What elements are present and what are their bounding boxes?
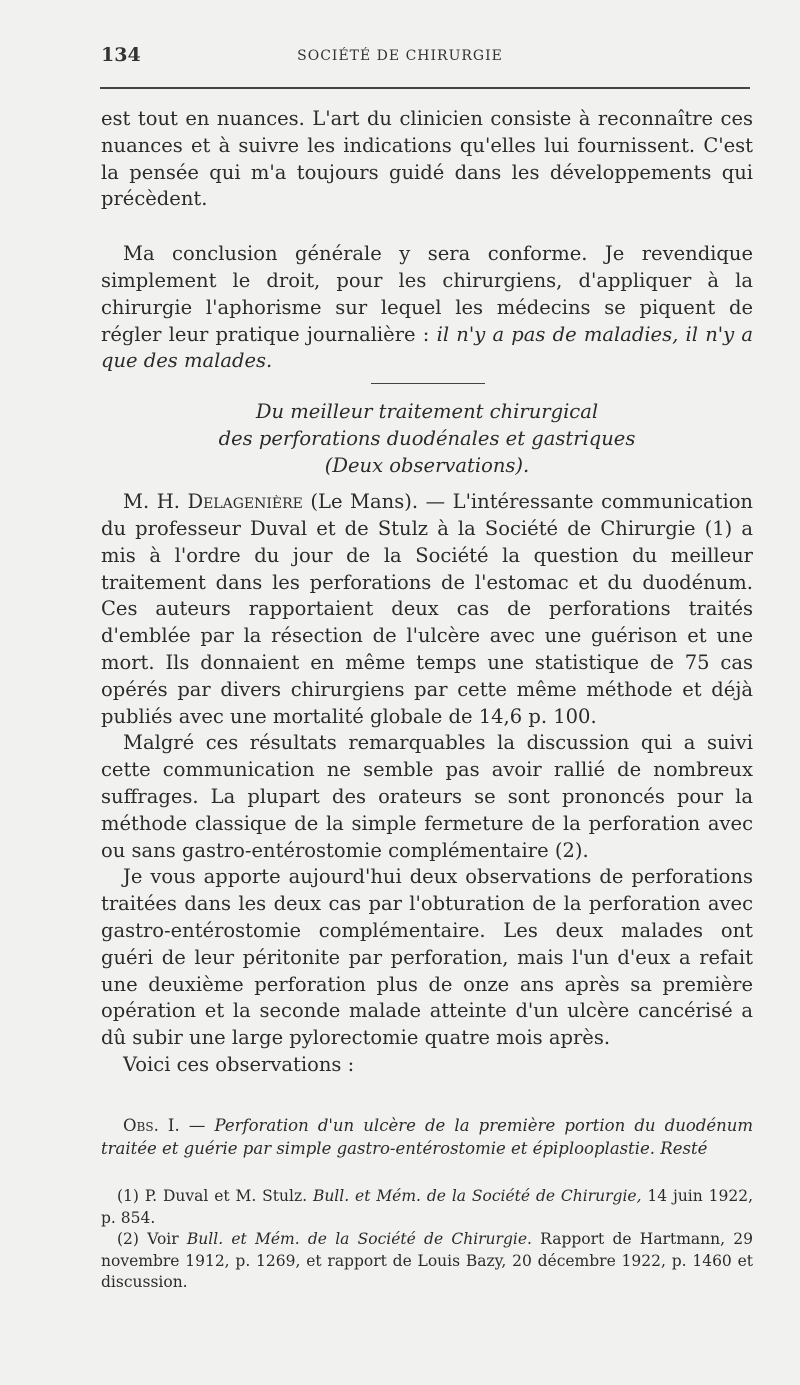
article-paragraph-4: Voici ces observations : — [123, 1052, 355, 1076]
section-separator — [371, 383, 485, 384]
observation-heading — [101, 1114, 753, 1160]
header-rule — [100, 87, 750, 89]
section-title-line-1: Du meilleur traitement chirurgical — [255, 400, 599, 424]
article-paragraph-2: Malgré ces résultats remarquables la discussion qui a suivi cette communication ne semble pas avoir rallié de nombreux suffrages. La plupart des orateurs se sont prononcés pour la méthode classique de la simple fermeture de la perforation avec ou sans gastro-entérostomie complémentaire (2). — [101, 731, 753, 862]
intro-paragraph-2-lead: Ma conclusion générale y sera conforme. Je revendique simplement le droit, pour les chirurgiens, d'appliquer à la chirurgie l'aphorisme sur lequel les médecins se piquent de régler leur pratique journalière : — [101, 242, 753, 346]
section-title — [101, 398, 753, 479]
author-name: M. H. Delagenière — [123, 490, 303, 514]
footnotes — [101, 1186, 753, 1294]
footnote-1-rest: 14 juin 1922, p. 854. — [101, 1187, 753, 1227]
footnote-1 — [101, 1186, 753, 1229]
footnote-1-source: Bull. et Mém. de la Société de Chirurgie, — [312, 1187, 642, 1205]
footnote-2-rest: Rapport de Hartmann, 29 novembre 1912, p. 1269, et rapport de Louis Bazy, 20 décembre 1922, p. 1460 et discussion. — [101, 1230, 753, 1291]
intro-paragraph-2 — [101, 241, 753, 375]
footnote-1-authors: P. Duval et M. Stulz. — [144, 1187, 308, 1205]
section-title-line-3: (Deux observations). — [324, 454, 530, 478]
intro-paragraph-1: est tout en nuances. L'art du clinicien consiste à reconnaître ces nuances et à suivre les indications qu'elles lui fournissent. C'est la pensée qui m'a toujours guidé dans les développements qui précèdent. — [101, 107, 753, 211]
article-paragraph-1-text: — L'intéressante communication du professeur Duval et de Stulz à la Société de Chirurgie (1) a mis à l'ordre du jour de la Société la question du meilleur traitement dans les perforations de l'estomac et du duodénum. Ces auteurs rapportaient deux cas de perforations traités d'emblée par la résection de l'ulcère avec une guérison et une mort. Ils donnaient en même temps une statistique de 75 cas opérés par divers chirurgiens par cette même méthode et déjà publiés avec une mortalité globale de 14,6 p. 100. — [101, 490, 753, 728]
section-title-line-2: des perforations duodénales et gastriques — [218, 427, 636, 451]
footnote-2 — [101, 1229, 753, 1294]
author-location: (Le Mans). — [310, 490, 419, 514]
observation-title: Perforation d'un ulcère de la première portion du duodénum traitée et guérie par simple gastro-entérostomie et épiplooplastie. Resté — [101, 1116, 753, 1158]
article-paragraph-1 — [101, 489, 753, 730]
running-title: SOCIÉTÉ DE CHIRURGIE — [297, 48, 503, 64]
observation-label: Obs. I. — — [123, 1116, 206, 1135]
footnote-2-marker: (2) — [117, 1230, 139, 1248]
footnote-2-lead: Voir — [147, 1230, 179, 1248]
article-paragraph-3: Je vous apporte aujourd'hui deux observations de perforations traitées dans les deux cas par l'obturation de la perforation avec gastro-entérostomie complémentaire. Les deux malades ont guéri de leur péritonite par perforation, mais l'un d'eux a refait une deuxième perforation plus de onze ans après sa première opération et la seconde malade atteinte d'un ulcère cancérisé a dû subir une large pylorectomie quatre mois après. — [101, 865, 753, 1050]
main-text — [101, 106, 753, 1079]
page-number: 134 — [101, 44, 141, 66]
footnote-2-source: Bull. et Mém. de la Société de Chirurgie. — [186, 1230, 532, 1248]
aphorism-quote: il n'y a pas de maladies, il n'y a que des malades. — [101, 322, 753, 373]
footnote-1-marker: (1) — [117, 1187, 139, 1205]
